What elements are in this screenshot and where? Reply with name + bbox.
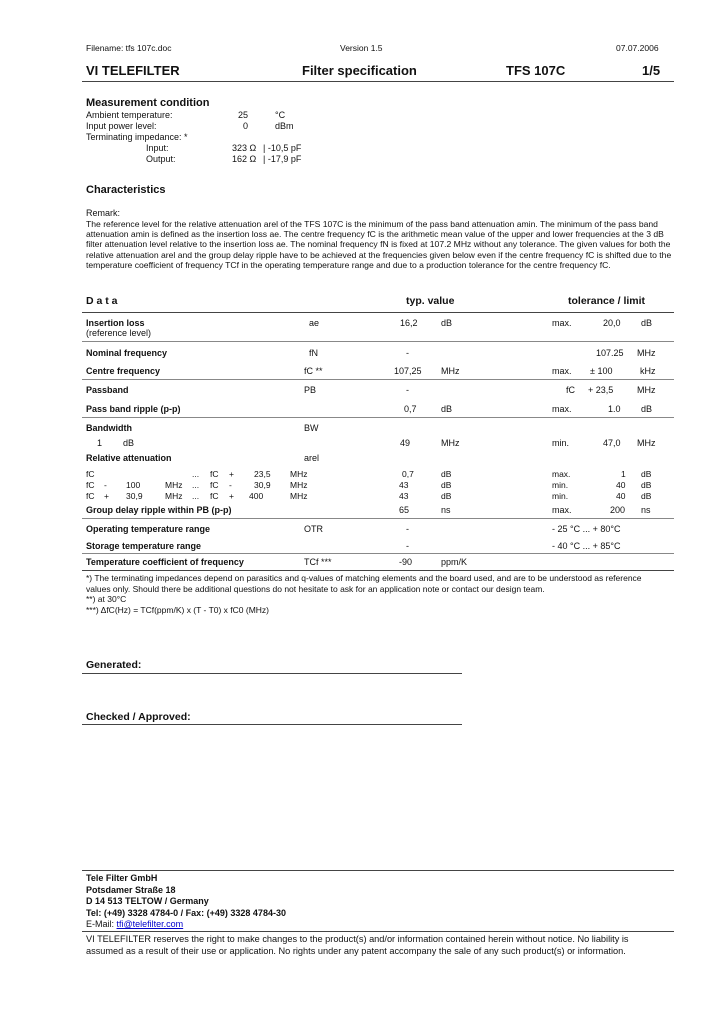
measurement-title: Measurement condition	[86, 97, 210, 109]
input-power-label: Input power level:	[86, 121, 157, 131]
footnote: **) at 30°C	[86, 594, 127, 604]
rel-att-row3-sign: +	[104, 491, 109, 501]
relative-attenuation-label: Relative attenuation	[86, 453, 172, 463]
centre-frequency-symbol: fC **	[304, 366, 323, 376]
passband-ripple-limit-type: max.	[552, 404, 572, 414]
document-title: Filter specification	[302, 63, 417, 78]
bandwidth-limit-type: min.	[552, 438, 570, 448]
table-header-divider	[82, 312, 674, 313]
passband-ripple-limit-unit: dB	[641, 404, 653, 414]
footer-divider	[82, 870, 674, 871]
rel-att-row1-value: 0,7	[402, 469, 414, 479]
rel-att-row3-sign2: +	[229, 491, 234, 501]
storage-temp-limit: - 40 °C ... + 85°C	[552, 541, 621, 551]
company-name: Tele Filter GmbH	[86, 873, 158, 883]
footnote: *) The terminating impedances depend on parasitics and q-values of matching elements and the board used, and are to be understood as reference	[86, 573, 642, 583]
rel-att-row2-limit-type: min.	[552, 480, 569, 490]
rel-att-row1-unit: dB	[441, 469, 452, 479]
group-delay-limit-unit: ns	[641, 505, 651, 515]
rel-att-row2-freq: 100	[126, 480, 141, 490]
disclaimer-line: VI TELEFILTER reserves the right to make changes to the product(s) and/or information contained herein without notice. No liability is	[86, 934, 629, 944]
rel-att-row1-limit: 1	[621, 469, 626, 479]
passband-limit-unit: MHz	[637, 385, 656, 395]
footnotes	[86, 573, 642, 615]
rel-att-row3-freq-unit: MHz	[165, 491, 183, 501]
row-divider	[82, 553, 674, 554]
insertion-loss-label: Insertion loss	[86, 318, 145, 328]
temp-coefficient-unit: ppm/K	[441, 557, 468, 567]
rel-att-row3-unit: dB	[441, 491, 452, 501]
date-label: 07.07.2006	[616, 43, 659, 53]
rel-att-row2-fc2: fC	[210, 480, 219, 490]
operating-temp-symbol: OTR	[304, 524, 323, 534]
header-divider	[82, 81, 674, 82]
rel-att-row3-dots: ...	[192, 491, 200, 501]
rel-att-row2-sign: -	[104, 480, 107, 490]
characteristics-title: Characteristics	[86, 184, 166, 196]
passband-limit-fc: fC	[566, 385, 575, 395]
bandwidth-sub-value: 1	[97, 438, 103, 448]
insertion-loss-limit-unit: dB	[641, 318, 653, 328]
ambient-temp-unit: °C	[275, 110, 286, 120]
remark-line: filter attenuation level relative to the insertion loss ae. The nominal frequency fN is fixed at 107.2 MHz without any tolerance. The given values for both the	[86, 239, 671, 250]
company-address	[86, 873, 286, 931]
centre-frequency-label: Centre frequency	[86, 366, 161, 376]
nominal-frequency-limit: 107.25	[596, 348, 624, 358]
rel-att-row2-limit: 40	[616, 480, 626, 490]
temp-coefficient-label: Temperature coefficient of frequency	[86, 557, 244, 567]
page-number: 1/5	[642, 63, 661, 78]
group-delay-limit: 200	[610, 505, 626, 515]
rel-att-row1-fc2: fC	[210, 469, 219, 479]
tolerance-column-header: tolerance / limit	[568, 295, 646, 307]
passband-label: Passband	[86, 385, 129, 395]
disclaimer	[86, 934, 676, 957]
filename-label: Filename: tfs 107c.doc	[86, 43, 172, 53]
rel-att-row1-dots: ...	[192, 469, 200, 479]
rel-att-row3-fc: fC	[86, 491, 95, 501]
rel-att-row3-fc2: fC	[210, 491, 219, 501]
relative-attenuation-symbol: arel	[304, 453, 320, 463]
ambient-temp-value: 25	[238, 110, 249, 120]
rel-att-row3-freq2: 400	[249, 491, 264, 501]
bandwidth-symbol: BW	[304, 423, 319, 433]
bandwidth-unit: MHz	[441, 438, 460, 448]
group-delay-limit-type: max.	[552, 505, 572, 515]
passband-ripple-limit: 1.0	[608, 404, 621, 414]
terminating-impedance-label: Terminating impedance: *	[86, 132, 188, 142]
part-number: TFS 107C	[506, 63, 566, 78]
rel-att-row2-unit2: MHz	[290, 480, 308, 490]
insertion-loss-limit-type: max.	[552, 318, 572, 328]
rel-att-row2-sign2: -	[229, 480, 232, 490]
rel-att-row3-unit2: MHz	[290, 491, 308, 501]
remark-line: attenuation amin is defined as the insertion loss ae. The centre frequency fC is the arithmetic mean value of the upper and lower frequencies at the 3 dB	[86, 229, 664, 240]
centre-frequency-unit: MHz	[441, 366, 460, 376]
row-divider	[82, 417, 674, 418]
rel-att-row2-freq-unit: MHz	[165, 480, 183, 490]
storage-temp-label: Storage temperature range	[86, 541, 202, 551]
generated-label: Generated:	[86, 659, 142, 671]
remark-label: Remark:	[86, 208, 121, 218]
rel-att-row1-freq2: 23,5	[254, 469, 271, 479]
passband-limit: + 23,5	[588, 385, 614, 395]
rel-att-row1-limit-type: max.	[552, 469, 571, 479]
disclaimer-divider	[82, 931, 674, 932]
rel-att-row3-limit-unit: dB	[641, 491, 652, 501]
output-impedance-label: Output:	[146, 154, 176, 164]
output-impedance-value: 162 Ω	[232, 154, 257, 164]
rel-att-row1-sign2: +	[229, 469, 234, 479]
disclaimer-line: assumed as a result of their use or application. No rights under any patent accompany the sale of any such product(s) or information.	[86, 945, 626, 956]
ambient-temp-label: Ambient temperature:	[86, 110, 173, 120]
centre-frequency-limit: ± 100	[590, 366, 613, 376]
group-delay-value: 65	[399, 505, 410, 515]
bandwidth-label: Bandwidth	[86, 423, 132, 433]
row-divider	[82, 379, 674, 380]
centre-frequency-value: 107,25	[394, 366, 422, 376]
insertion-loss-symbol: ae	[309, 318, 320, 328]
nominal-frequency-label: Nominal frequency	[86, 348, 168, 358]
email-link[interactable]: tfi@telefilter.com	[116, 919, 184, 929]
nominal-frequency-limit-unit: MHz	[637, 348, 656, 358]
rel-att-row1-unit2: MHz	[290, 469, 308, 479]
insertion-loss-sublabel: (reference level)	[86, 328, 152, 338]
rel-att-row3-limit: 40	[616, 491, 626, 501]
storage-temp-value: -	[406, 541, 409, 551]
rel-att-row2-fc: fC	[86, 480, 95, 490]
version-label: Version 1.5	[340, 43, 383, 53]
rel-att-row2-value: 43	[399, 480, 409, 490]
operating-temp-label: Operating temperature range	[86, 524, 211, 534]
row-divider	[82, 518, 674, 519]
rel-att-row2-unit: dB	[441, 480, 452, 490]
operating-temp-value: -	[406, 524, 409, 534]
typ-value-column-header: typ. value	[406, 295, 455, 307]
passband-value: -	[406, 385, 409, 395]
input-impedance-value: 323 Ω	[232, 143, 257, 153]
bandwidth-sub-unit: dB	[123, 438, 135, 448]
rel-att-row1-limit-unit: dB	[641, 469, 652, 479]
passband-symbol: PB	[304, 385, 317, 395]
remark-line: relative attenuation arel and the group delay ripple have to be achieved at the frequencies given below even if the centre frequency fC is shifted due to the	[86, 249, 672, 260]
temp-coefficient-value: -90	[399, 557, 413, 567]
insertion-loss-unit: dB	[441, 318, 453, 328]
bandwidth-limit-unit: MHz	[637, 438, 656, 448]
centre-frequency-limit-type: max.	[552, 366, 572, 376]
centre-frequency-limit-unit: kHz	[640, 366, 656, 376]
remark-line: temperature coefficient of frequency TCf in the operating temperature range and due to a production tolerance for the centre frequency fC.	[86, 259, 611, 270]
passband-ripple-unit: dB	[441, 404, 453, 414]
email-label: E-Mail:	[86, 919, 117, 929]
row-divider	[82, 341, 674, 342]
input-capacitance: | -10,5 pF	[263, 143, 302, 153]
input-power-value: 0	[243, 121, 249, 131]
approved-signature-line[interactable]	[82, 724, 462, 725]
operating-temp-limit: - 25 °C ... + 80°C	[552, 524, 621, 534]
output-capacitance: | -17,9 pF	[263, 154, 302, 164]
company-street: Potsdamer Straße 18	[86, 884, 176, 895]
company-logo-text: VI TELEFILTER	[86, 63, 180, 78]
rel-att-row3-freq: 30,9	[126, 491, 143, 501]
remark-paragraph	[86, 219, 672, 270]
passband-ripple-label: Pass band ripple (p-p)	[86, 404, 181, 414]
footnote: ***) ΔfC(Hz) = TCf(ppm/K) x (T - T0) x fC0 (MHz)	[86, 604, 270, 615]
passband-ripple-value: 0,7	[404, 404, 417, 414]
insertion-loss-limit: 20,0	[603, 318, 621, 328]
rel-att-row1-fc: fC	[86, 469, 95, 479]
rel-att-row3-limit-type: min.	[552, 491, 569, 501]
insertion-loss-value: 16,2	[400, 318, 418, 328]
company-phone: Tel: (+49) 3328 4784-0 / Fax: (+49) 3328 4784-30	[86, 907, 286, 918]
temp-coefficient-symbol: TCf ***	[304, 557, 332, 567]
group-delay-unit: ns	[441, 505, 451, 515]
nominal-frequency-value: -	[406, 348, 409, 358]
rel-att-row2-dots: ...	[192, 480, 200, 490]
checked-approved-label: Checked / Approved:	[86, 711, 191, 723]
input-impedance-label: Input:	[146, 143, 169, 153]
rel-att-row3-value: 43	[399, 491, 409, 501]
bandwidth-value: 49	[400, 438, 411, 448]
input-power-unit: dBm	[275, 121, 294, 131]
data-column-header: D a t a	[86, 295, 118, 307]
group-delay-label: Group delay ripple within PB (p-p)	[86, 505, 232, 515]
generated-signature-line[interactable]	[82, 673, 462, 674]
remark-line: The reference level for the relative attenuation arel of the TFS 107C is the minimum of the pass band attenuation amin. The minimum of the pass band	[86, 219, 658, 229]
company-email-row	[86, 919, 286, 931]
company-city: D 14 513 TELTOW / Germany	[86, 896, 209, 906]
table-bottom-divider	[82, 570, 674, 571]
bandwidth-limit: 47,0	[603, 438, 621, 448]
nominal-frequency-symbol: fN	[309, 348, 318, 358]
footnote: values only. Should there be additional questions do not hesitate to ask for an application note or contact our design team.	[86, 583, 545, 594]
rel-att-row2-limit-unit: dB	[641, 480, 652, 490]
rel-att-row2-freq2: 30,9	[254, 480, 271, 490]
